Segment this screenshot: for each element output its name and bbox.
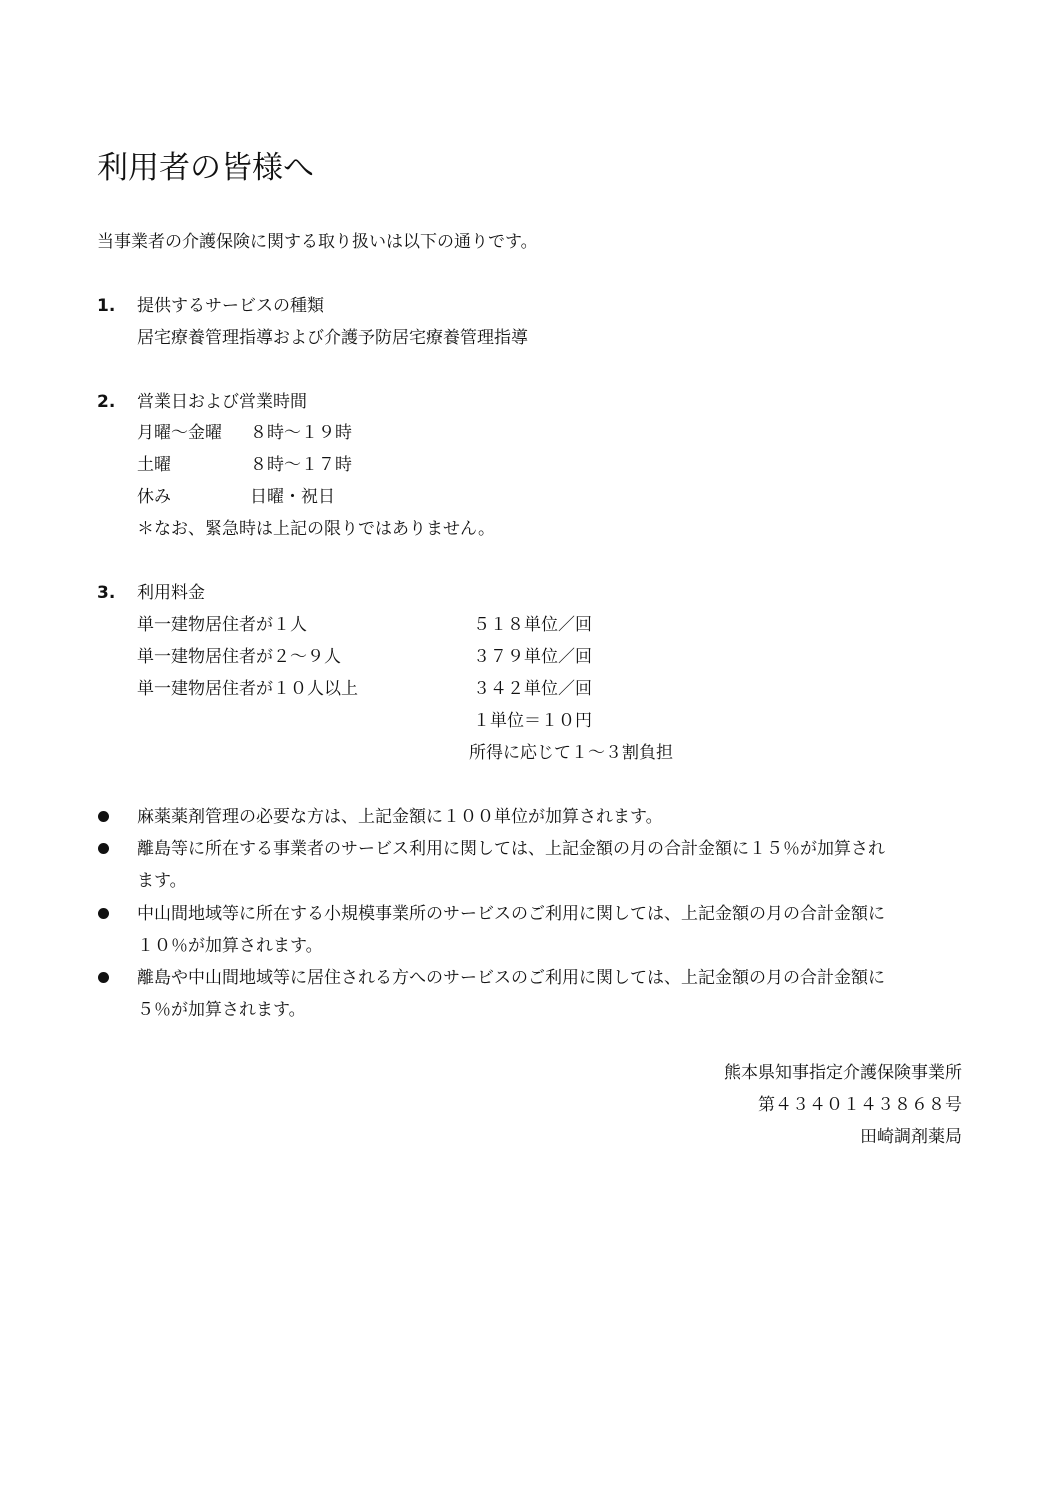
fee-value: ３４２単位／回 <box>473 679 592 699</box>
bullet-text: 離島や中山間地域等に居住される方へのサービスのご利用に関しては、上記金額の月の合計金額に <box>137 968 885 988</box>
burden-note: 所得に応じて１～３割負担 <box>469 743 673 763</box>
schedule-hours: ８時～１９時 <box>250 423 352 443</box>
service-type-text: 居宅療養管理指導および介護予防居宅療養管理指導 <box>137 328 528 348</box>
bullet-text-continued: ５％が加算されます。 <box>137 1000 306 1020</box>
fee-value: ５１８単位／回 <box>473 615 592 635</box>
bullet-icon <box>98 908 109 919</box>
section-1-number: 1. <box>97 296 116 316</box>
section-1-heading: 提供するサービスの種類 <box>137 296 324 316</box>
bullet-text-continued: １０％が加算されます。 <box>137 936 323 956</box>
bullet-icon <box>98 843 109 854</box>
bullet-text: 中山間地域等に所在する小規模事業所のサービスのご利用に関しては、上記金額の月の合計金額に <box>137 904 885 924</box>
bullet-icon <box>98 811 109 822</box>
section-2-heading: 営業日および営業時間 <box>137 392 307 412</box>
fee-value: ３７９単位／回 <box>473 647 592 667</box>
footer-designation: 熊本県知事指定介護保険事業所 <box>724 1063 962 1083</box>
fee-label: 単一建物居住者が１人 <box>137 615 307 635</box>
section-2-number: 2. <box>97 392 116 412</box>
fee-label: 単一建物居住者が１０人以上 <box>137 679 358 699</box>
schedule-day: 月曜～金曜 <box>137 423 222 443</box>
footer-registration-number: 第４３４０１４３８６８号 <box>758 1095 962 1115</box>
intro-text: 当事業者の介護保険に関する取り扱いは以下の通りです。 <box>97 232 538 252</box>
schedule-day: 土曜 <box>137 455 171 475</box>
bullet-text: 離島等に所在する事業者のサービス利用に関しては、上記金額の月の合計金額に１５％が加算され <box>137 839 885 859</box>
footer-pharmacy-name: 田崎調剤薬局 <box>860 1127 962 1147</box>
fee-label: 単一建物居住者が２～９人 <box>137 647 341 667</box>
section-3-number: 3. <box>97 583 116 603</box>
schedule-day: 休み <box>137 487 171 507</box>
schedule-hours: ８時～１７時 <box>250 455 352 475</box>
unit-note: １単位＝１０円 <box>473 711 592 731</box>
bullet-icon <box>98 972 109 983</box>
schedule-hours: 日曜・祝日 <box>250 487 335 507</box>
page-title: 利用者の皆様へ <box>97 150 314 186</box>
section-3-heading: 利用料金 <box>137 583 205 603</box>
bullet-text: 麻薬薬剤管理の必要な方は、上記金額に１００単位が加算されます。 <box>137 807 663 827</box>
emergency-note: ＊なお、緊急時は上記の限りではありません。 <box>137 519 496 539</box>
bullet-text-continued: ます。 <box>137 871 187 891</box>
